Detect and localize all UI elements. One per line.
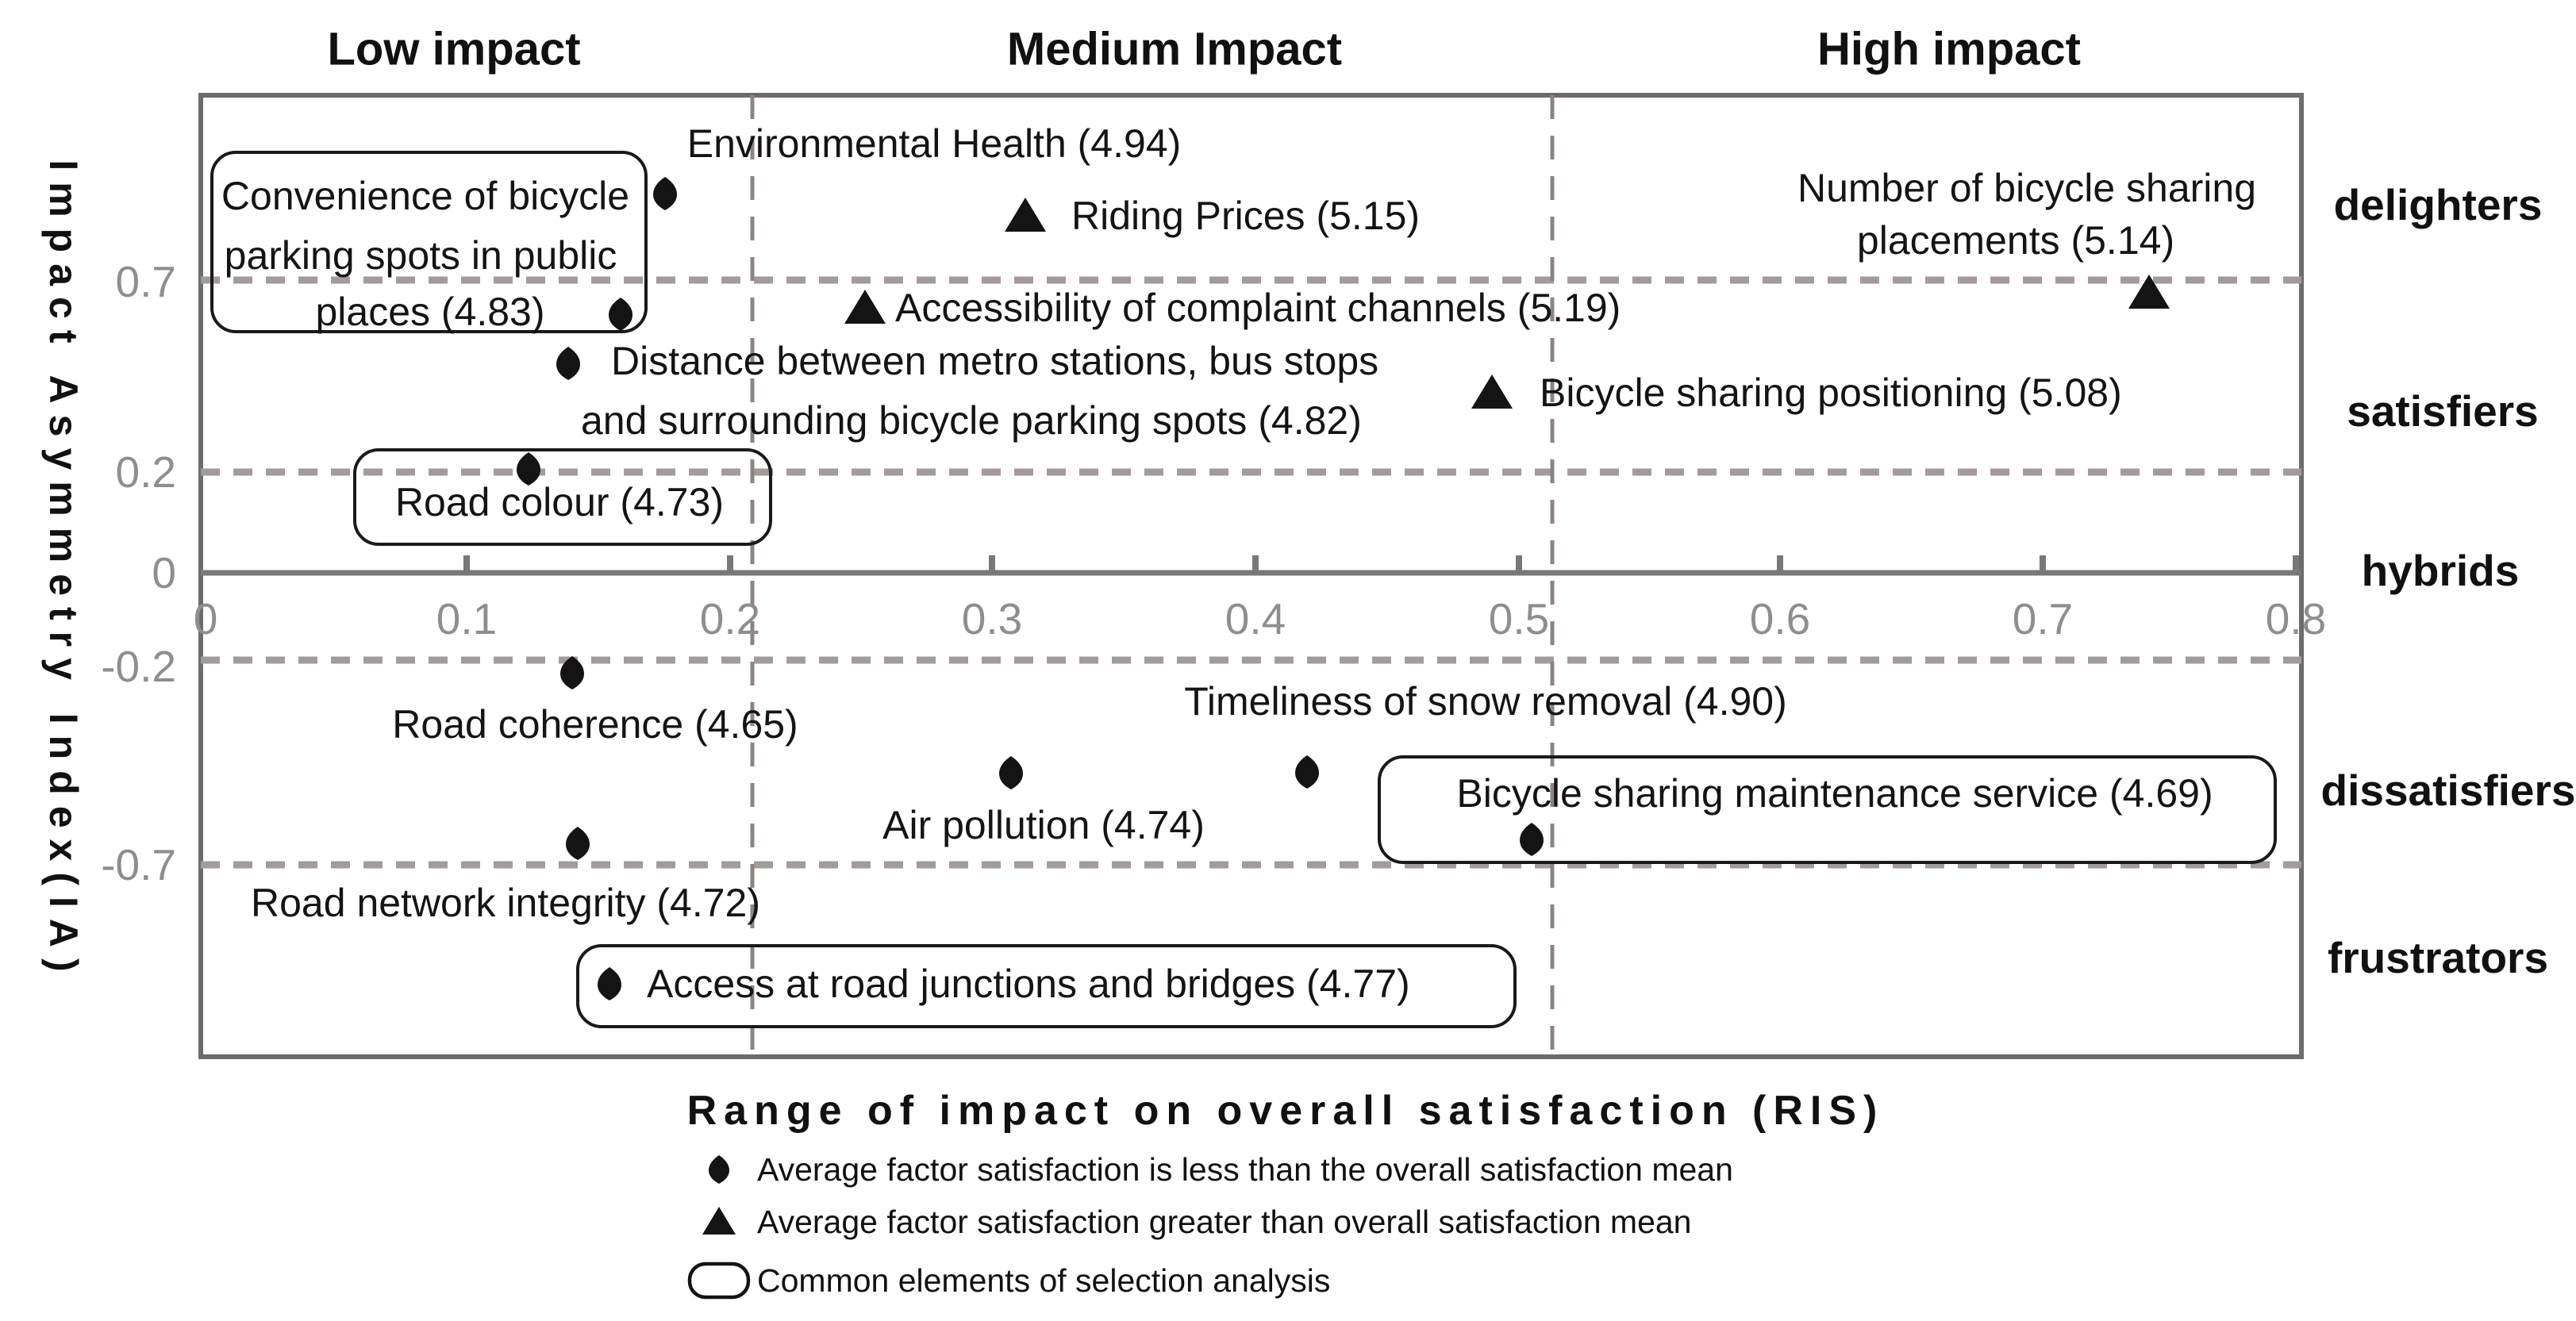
x-tick-label-0.5: 0.5 bbox=[1488, 594, 1550, 643]
legend-item-2 bbox=[681, 1198, 1692, 1246]
legend-item-2-text: Average factor satisfaction greater than overall satisfaction mean bbox=[757, 1203, 1692, 1240]
impact-band-header-high-impact: High impact bbox=[1817, 23, 2081, 75]
y-axis-title: Impact Asymmetry Index(IA) bbox=[41, 159, 86, 983]
x-tick-label-0.3: 0.3 bbox=[961, 594, 1023, 643]
legend-item-1 bbox=[681, 1146, 1733, 1193]
x-tick-label-0.1: 0.1 bbox=[436, 594, 498, 643]
point-distance-metro-stations-marker bbox=[556, 347, 580, 380]
x-tick-label-0.2: 0.2 bbox=[699, 594, 761, 643]
point-air-pollution-label-line-1: Air pollution (4.74) bbox=[882, 802, 1205, 847]
point-bicycle-sharing-positioning-marker bbox=[1471, 374, 1513, 409]
zone-label-delighters: delighters bbox=[2333, 180, 2543, 229]
point-number-bicycle-sharing-placements-label-line-2: placements (5.14) bbox=[1856, 217, 2175, 263]
point-road-network-integrity-marker bbox=[566, 827, 590, 860]
dot-icon bbox=[681, 1146, 757, 1193]
legend-item-3 bbox=[681, 1257, 1330, 1304]
zone-label-dissatisfiers: dissatisfiers bbox=[2320, 766, 2576, 815]
point-environmental-health-label-line-1: Environmental Health (4.94) bbox=[686, 121, 1182, 166]
x-tick-label-0: 0 bbox=[193, 594, 218, 643]
point-convenience-bicycle-parking-label-line-1: Convenience of bicycle bbox=[221, 173, 630, 218]
point-accessibility-complaint-channels-marker bbox=[844, 290, 886, 324]
y-tick-label--0.7: -0.7 bbox=[101, 840, 176, 889]
point-riding-prices-marker bbox=[1005, 198, 1046, 232]
y-tick-label-0: 0 bbox=[152, 548, 176, 597]
y-tick-label-0.7: 0.7 bbox=[115, 257, 176, 306]
point-road-coherence-label-line-1: Road coherence (4.65) bbox=[392, 701, 798, 747]
zone-label-frustrators: frustrators bbox=[2327, 933, 2549, 982]
y-tick-label-0.2: 0.2 bbox=[115, 447, 176, 497]
rounded-box-icon bbox=[681, 1257, 757, 1304]
x-tick-label-0.7: 0.7 bbox=[2012, 594, 2074, 643]
x-tick-label-0.4: 0.4 bbox=[1225, 594, 1286, 643]
zone-label-satisfiers: satisfiers bbox=[2347, 386, 2539, 436]
point-air-pollution-marker bbox=[999, 756, 1023, 789]
point-bicycle-sharing-maintenance-label-line-1: Bicycle sharing maintenance service (4.69) bbox=[1456, 770, 2213, 816]
zone-label-hybrids: hybrids bbox=[2361, 546, 2520, 595]
x-axis-title: Range of impact on overall satisfaction (RIS) bbox=[686, 1088, 1885, 1134]
point-riding-prices-label-line-1: Riding Prices (5.15) bbox=[1071, 193, 1421, 238]
triangle-icon bbox=[681, 1198, 757, 1246]
point-timeliness-snow-removal-label-line-1: Timeliness of snow removal (4.90) bbox=[1184, 678, 1787, 724]
point-distance-metro-stations-label-line-1: Distance between metro stations, bus stops bbox=[611, 338, 1379, 383]
legend-item-1-text: Average factor satisfaction is less than the overall satisfaction mean bbox=[757, 1150, 1733, 1188]
legend-item-3-text: Common elements of selection analysis bbox=[757, 1261, 1331, 1299]
point-environmental-health-marker bbox=[653, 177, 677, 210]
point-convenience-bicycle-parking-label-line-3: places (4.83) bbox=[315, 289, 545, 334]
point-access-road-junctions-label-line-1: Access at road junctions and bridges (4.77) bbox=[647, 961, 1410, 1006]
y-tick-label--0.2: -0.2 bbox=[101, 642, 176, 691]
point-distance-metro-stations-label-line-2: and surrounding bicycle parking spots (4.82) bbox=[581, 397, 1362, 443]
point-road-colour-label-line-1: Road colour (4.73) bbox=[394, 479, 725, 524]
point-number-bicycle-sharing-placements-label-line-1: Number of bicycle sharing bbox=[1797, 165, 2257, 210]
point-road-network-integrity-label-line-1: Road network integrity (4.72) bbox=[251, 880, 760, 925]
point-convenience-bicycle-parking-label-line-2: parking spots in public bbox=[224, 232, 617, 278]
impact-band-header-low-impact: Low impact bbox=[327, 23, 581, 75]
x-tick-label-0.8: 0.8 bbox=[2265, 594, 2327, 643]
point-accessibility-complaint-channels-label-line-1: Accessibility of complaint channels (5.19) bbox=[895, 285, 1621, 330]
x-tick-label-0.6: 0.6 bbox=[1749, 594, 1811, 643]
point-bicycle-sharing-positioning-label-line-1: Bicycle sharing positioning (5.08) bbox=[1540, 370, 2122, 415]
impact-band-header-medium-impact: Medium Impact bbox=[1006, 23, 1343, 75]
point-timeliness-snow-removal-marker bbox=[1295, 755, 1319, 789]
